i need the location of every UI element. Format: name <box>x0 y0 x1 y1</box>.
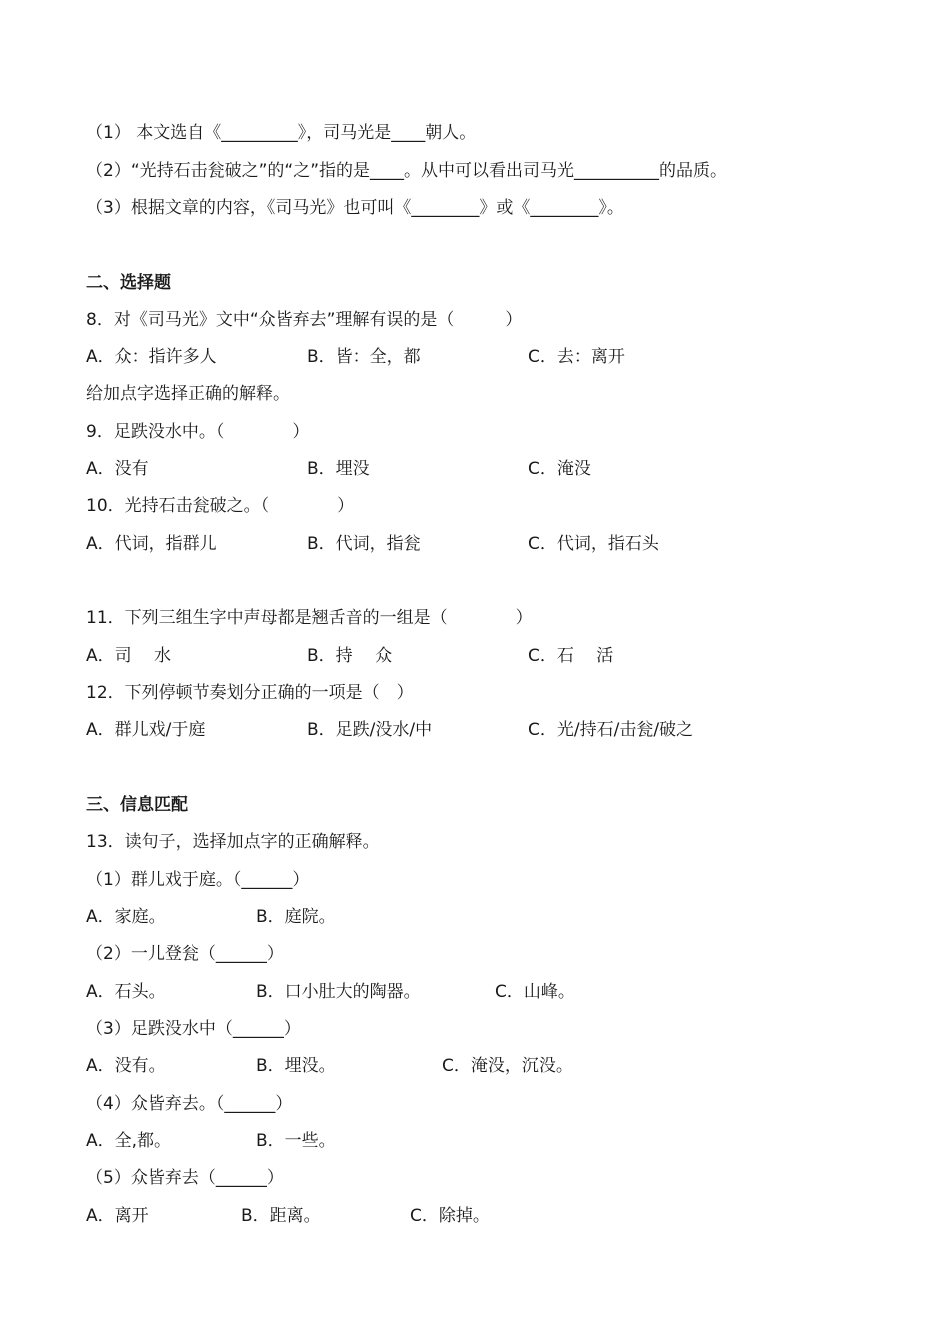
q13-sub3: （3）足跌没水中（______） <box>86 1019 301 1039</box>
q9-option-a: A．没有 <box>86 459 149 479</box>
q13-sub3-option-b: B．埋没。 <box>256 1056 336 1076</box>
q13-sub5-option-a: A．离开 <box>86 1206 149 1226</box>
q7-sub1: （1） 本文选自《_________》，司马光是____朝人。 <box>86 123 477 143</box>
q12-option-a: A．群儿戏/于庭 <box>86 720 206 740</box>
q7-sub2: （2）“光持石击瓮破之”的“之”指的是____。从中可以看出司马光__________的品质。 <box>86 161 728 181</box>
q13-sub1-option-a: A．家庭。 <box>86 907 166 927</box>
q13-sub5: （5）众皆弃去（______） <box>86 1168 284 1188</box>
q13-sub5-option-b: B．距离。 <box>241 1206 321 1226</box>
q7-sub3: （3）根据文章的内容，《司马光》也可叫《________》或《________》。 <box>86 198 624 218</box>
q9-option-b: B．埋没 <box>307 459 370 479</box>
q8-stem: 8．对《司马光》文中“众皆弃去”理解有误的是（ ） <box>86 310 523 330</box>
q13-sub2-option-c: C．山峰。 <box>495 982 575 1002</box>
instruction: 给加点字选择正确的解释。 <box>86 384 290 404</box>
q10-option-c: C．代词，指石头 <box>528 534 659 554</box>
q12-option-c: C．光/持石/击瓮/破之 <box>528 720 694 740</box>
q13-stem: 13．读句子，选择加点字的正确解释。 <box>86 832 380 852</box>
q13-sub1-option-b: B．庭院。 <box>256 907 336 927</box>
q8-option-c: C．去：离开 <box>528 347 625 367</box>
q10-option-b: B．代词，指瓮 <box>307 534 421 554</box>
q13-sub4-option-a: A．全,都。 <box>86 1131 172 1151</box>
q9-stem: 9．足跌没水中。（ ） <box>86 422 310 442</box>
q10-option-a: A．代词，指群儿 <box>86 534 217 554</box>
q9-option-c: C．淹没 <box>528 459 591 479</box>
q12-option-b: B．足跌/没水/中 <box>307 720 433 740</box>
q11-stem: 11．下列三组生字中声母都是翘舌音的一组是（ ） <box>86 608 533 628</box>
q13-sub2-option-b: B．口小肚大的陶器。 <box>256 982 421 1002</box>
q13-sub4: （4）众皆弃去。（______） <box>86 1094 293 1114</box>
q12-stem: 12．下列停顿节奏划分正确的一项是（ ） <box>86 683 414 703</box>
q13-sub3-option-a: A．没有。 <box>86 1056 166 1076</box>
q13-sub4-option-b: B．一些。 <box>256 1131 336 1151</box>
q13-sub3-option-c: C．淹没，沉没。 <box>442 1056 573 1076</box>
q11-option-a: A．司 水 <box>86 646 172 666</box>
q11-option-c: C．石 活 <box>528 646 614 666</box>
q13-sub2: （2）一儿登瓮（______） <box>86 944 284 964</box>
q13-sub1: （1）群儿戏于庭。（______） <box>86 870 310 890</box>
q13-sub2-option-a: A．石头。 <box>86 982 166 1002</box>
q8-option-b: B．皆：全，都 <box>307 347 421 367</box>
q13-sub5-option-c: C．除掉。 <box>410 1206 490 1226</box>
section2-title: 二、选择题 <box>86 273 171 293</box>
q11-option-b: B．持 众 <box>307 646 393 666</box>
q10-stem: 10．光持石击瓮破之。（ ） <box>86 496 355 516</box>
q8-option-a: A．众：指许多人 <box>86 347 217 367</box>
section3-title: 三、信息匹配 <box>86 795 188 815</box>
